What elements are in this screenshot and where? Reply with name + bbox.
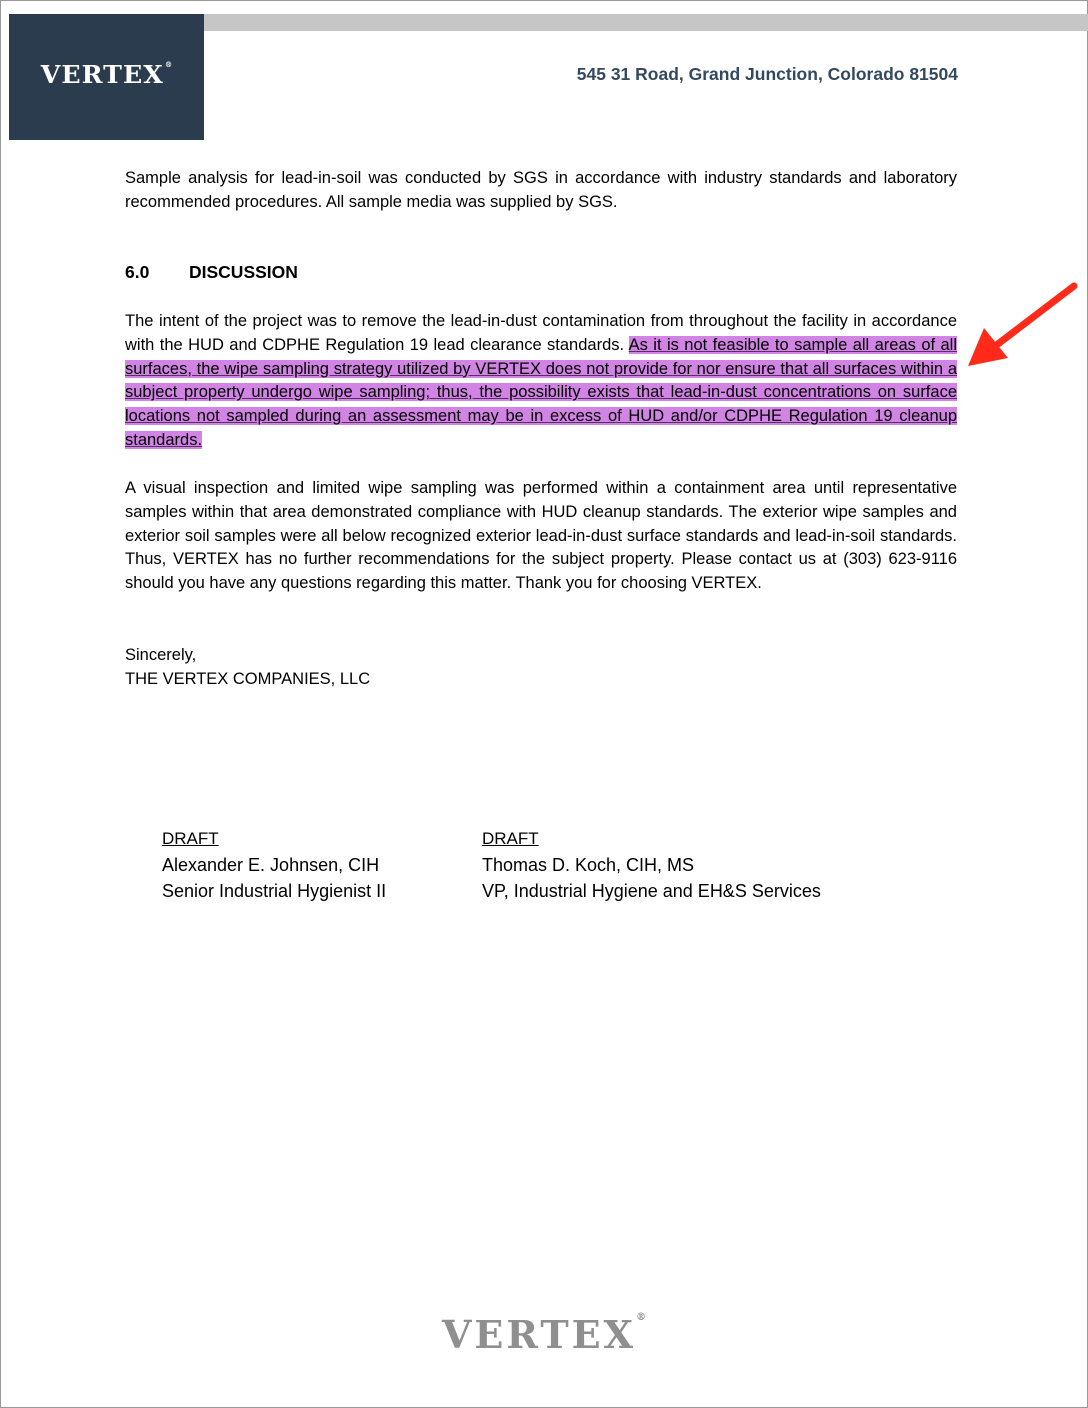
header-bar xyxy=(204,14,1088,31)
salutation: Sincerely, xyxy=(125,646,197,664)
logo-text: VERTEX xyxy=(40,60,164,89)
header-logo-box xyxy=(9,14,204,140)
section-number: 6.0 xyxy=(125,262,150,282)
footer-registered-mark: ® xyxy=(636,1312,647,1323)
logo-registered-mark: ® xyxy=(164,60,173,69)
company-name: THE VERTEX COMPANIES, LLC xyxy=(125,669,371,688)
discussion-text: The intent of the project was to remove the lead-in-dust contamination from throughout the facility in accordance with the HUD and CDPHE Regulation 19 lead clearance standards. xyxy=(125,312,957,354)
draft-label: DRAFT xyxy=(162,829,219,848)
signer-title: Senior Industrial Hygienist II xyxy=(162,881,387,901)
vertex-logo xyxy=(4,60,209,89)
draft-label: DRAFT xyxy=(482,829,539,848)
header-address: 545 31 Road, Grand Junction, Colorado 81504 xyxy=(576,64,958,84)
signer-title: VP, Industrial Hygiene and EH&S Services xyxy=(482,881,821,901)
section-title: DISCUSSION xyxy=(189,262,298,282)
red-arrow-icon xyxy=(960,280,1080,370)
paragraph-sample-analysis: Sample analysis for lead-in-soil was conducted by SGS in accordance with industry standards and laboratory recommended procedures. All sample media was supplied by SGS. xyxy=(125,169,957,211)
signature-block-johnsen xyxy=(162,826,386,904)
footer-logo-text: VERTEX xyxy=(441,1312,637,1357)
signature-block-koch xyxy=(482,826,821,904)
footer-vertex-logo xyxy=(0,1312,1088,1357)
paragraph-inspection: A visual inspection and limited wipe sampling was performed within a containment area until representative samples within that area demonstrated compliance with HUD cleanup standards. The exterior wipe samples and exterior soil samples were all below recognized exterior lead-in-dust surface standards and lead-in-soil standards. Thus, VERTEX has no further recommendations for the subject property. Please contact us at (303) 623-9116 should you have any questions regarding this matter. Thank you for choosing VERTEX. xyxy=(125,479,957,593)
closing-block xyxy=(125,644,370,692)
signer-name: Thomas D. Koch, CIH, MS xyxy=(482,855,695,875)
paragraph-discussion xyxy=(125,310,957,453)
highlighted-text: As it is not feasible to sample all areas of all surfaces, the wipe sampling strategy utilized by VERTEX does not provide for nor ensure that all surfaces within a subject property undergo wipe sampling; thus, the possibility exists that lead-in-dust concentrations on surface locations not sampled during an assessment may be in excess of HUD and/or CDPHE Regulation 19 cleanup standards. xyxy=(125,335,958,449)
signer-name: Alexander E. Johnsen, CIH xyxy=(162,855,380,875)
section-heading xyxy=(125,262,298,283)
